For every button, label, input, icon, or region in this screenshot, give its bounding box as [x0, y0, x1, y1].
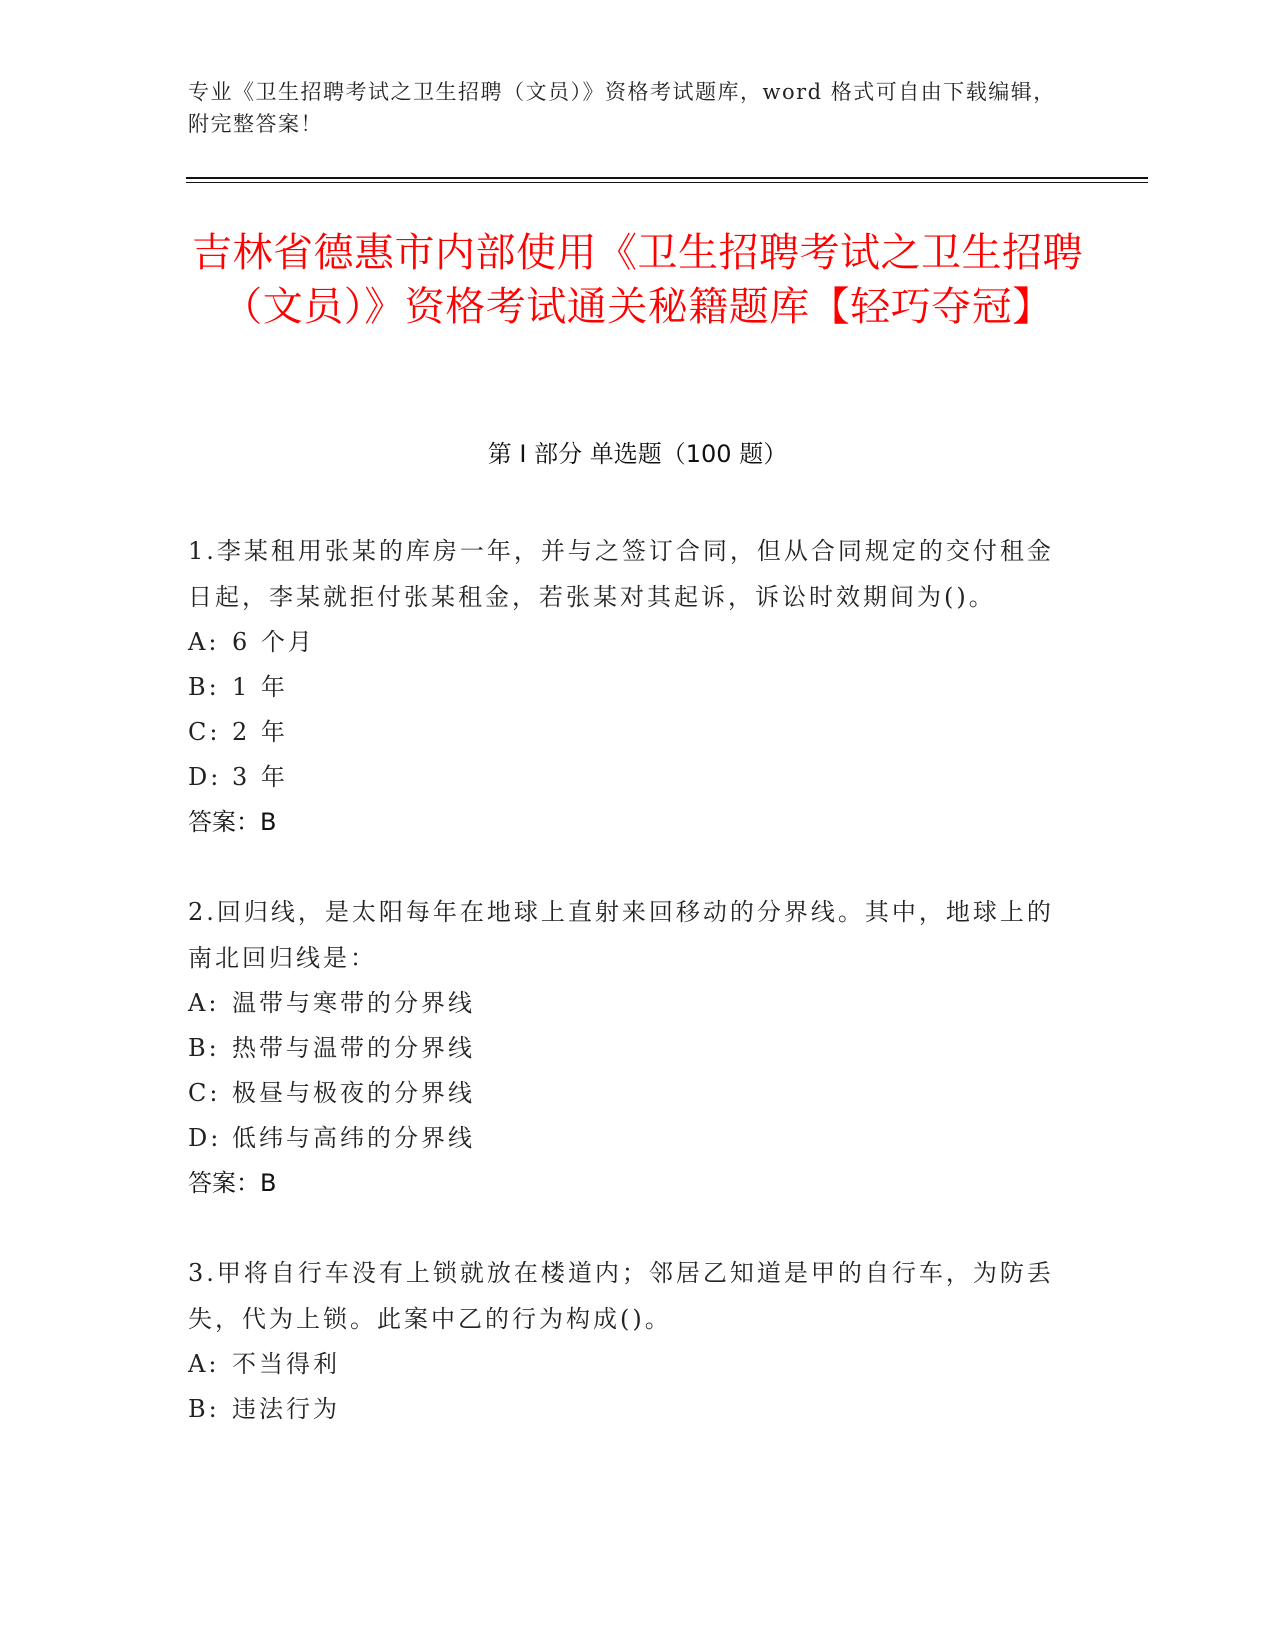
option-a	[188, 1342, 1068, 1387]
option-key: B:	[188, 1395, 220, 1423]
option-key: A:	[188, 628, 220, 656]
header-divider-thick	[186, 177, 1148, 179]
header-note: 专业《卫生招聘考试之卫生招聘（文员）》资格考试题库，word 格式可自由下载编辑，附完整答案！	[188, 80, 1056, 136]
question-text: 3.甲将自行车没有上锁就放在楼道内；邻居乙知道是甲的自行车，为防丢失，代为上锁。此案中乙的行为构成()。	[188, 1259, 1054, 1333]
option-a	[188, 981, 1068, 1026]
option-text: 不当得利	[232, 1350, 340, 1378]
option-key: C:	[188, 718, 221, 746]
question-1	[188, 528, 1068, 845]
answer-line: 答案：B	[188, 808, 277, 836]
option-d	[188, 755, 1068, 800]
question-text: 1.李某租用张某的库房一年，并与之签订合同，但从合同规定的交付租金日起，李某就拒付张某租金，若张某对其起诉，诉讼时效期间为()。	[188, 537, 1054, 611]
option-key: B:	[188, 673, 220, 701]
option-key: B:	[188, 1034, 220, 1062]
answer-line: 答案：B	[188, 1169, 277, 1197]
option-text: 6 个月	[232, 628, 315, 656]
question-list	[188, 528, 1068, 1476]
option-key: A:	[188, 1350, 220, 1378]
option-text: 2 年	[232, 718, 288, 746]
option-d	[188, 1116, 1068, 1161]
document-title: 吉林省德惠市内部使用《卫生招聘考试之卫生招聘（文员）》资格考试通关秘籍题库【轻巧夺冠】	[192, 230, 1083, 330]
question-text: 2.回归线，是太阳每年在地球上直射来回移动的分界线。其中，地球上的南北回归线是：	[188, 898, 1054, 972]
option-b	[188, 1387, 1068, 1432]
question-2	[188, 889, 1068, 1206]
section-heading: 第 I 部分 单选题（100 题）	[487, 440, 788, 468]
option-text: 违法行为	[232, 1395, 340, 1423]
option-b	[188, 1026, 1068, 1071]
option-c	[188, 710, 1068, 755]
option-key: D:	[188, 763, 222, 791]
header-divider-thin	[186, 182, 1148, 183]
option-text: 热带与温带的分界线	[232, 1034, 475, 1062]
option-text: 3 年	[232, 763, 288, 791]
option-text: 极昼与极夜的分界线	[232, 1079, 475, 1107]
option-text: 温带与寒带的分界线	[232, 989, 475, 1017]
option-key: A:	[188, 989, 220, 1017]
option-text: 1 年	[232, 673, 288, 701]
option-b	[188, 665, 1068, 710]
question-3	[188, 1250, 1068, 1432]
option-key: C:	[188, 1079, 221, 1107]
option-a	[188, 620, 1068, 665]
option-key: D:	[188, 1124, 222, 1152]
option-text: 低纬与高纬的分界线	[232, 1124, 475, 1152]
option-c	[188, 1071, 1068, 1116]
